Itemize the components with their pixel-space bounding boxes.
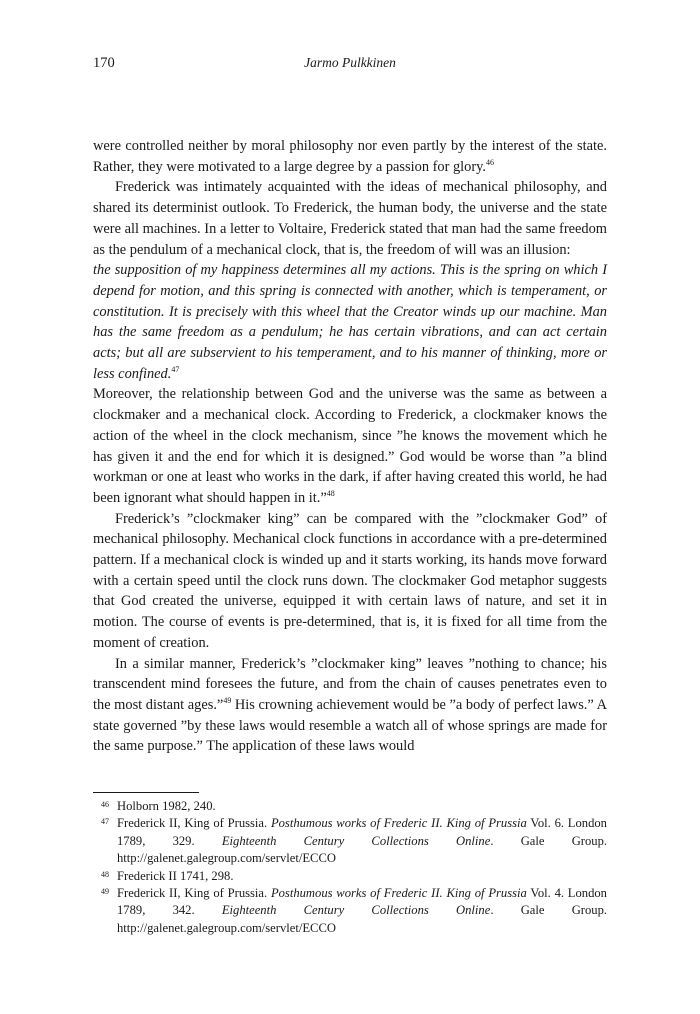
footnote-ref[interactable]: 46 — [486, 157, 495, 167]
page-number: 170 — [93, 55, 115, 71]
paragraph-text: Frederick’s ”clockmaker king” can be compared with the ”clockmaker God” of mechanical philosophy. Mechanical clock functions in accordance with a pre-determined pattern. If a mechanical clock is winded up and it starts working, its hands move forward with a certain speed until the clock runs down. The clockmaker God metaphor suggests that God created the universe, equipped it with certain laws of nature, and set it in motion. The course of events is pre-determined, that is, it is fixed for all time from the moment of creation. — [93, 510, 607, 651]
paragraph — [93, 654, 607, 758]
footnote-url[interactable]: . Gale Group. http://galenet.galegroup.com/servlet/ECCO — [117, 833, 608, 866]
footnote-text: Vol. 6. London 1789, 329. — [117, 816, 607, 848]
footnote-ref[interactable]: 47 — [171, 364, 180, 374]
footnote-ref[interactable]: 48 — [326, 488, 335, 498]
paragraph — [93, 136, 607, 177]
footnote — [93, 815, 607, 867]
paragraph-text: His crowning achievement would be ”a body of perfect laws.” A state governed ”by these laws would resemble a watch all of whose springs are made for the same purpose.” The application of these laws would — [93, 696, 607, 755]
footnote-text: Vol. 4. London 1789, 342. — [117, 886, 607, 918]
block-quote — [93, 260, 607, 384]
footnote — [93, 798, 607, 815]
paragraph-text: were controlled neither by moral philosophy nor even partly by the interest of the state. Rather, they were motivated to a large degree by a passion for glory. — [93, 138, 607, 175]
footnote-text: Frederick II, King of Prussia. — [117, 816, 271, 831]
paragraph — [93, 509, 607, 654]
paragraph-text: In a similar manner, Frederick’s ”clockmaker king” leaves ”nothing to chance; his transcendent mind foresees the future, and from the chain of causes penetrates even to the most distant ages.” — [93, 655, 607, 713]
footnote — [93, 868, 607, 885]
footnote-title: Posthumous works of Frederic II. King of Prussia — [270, 816, 527, 831]
paragraph — [93, 177, 607, 260]
running-head: Jarmo Pulkkinen — [304, 55, 396, 70]
page-header — [93, 55, 607, 73]
footnote-url[interactable]: . Gale Group. http://galenet.galegroup.com/servlet/ECCO — [117, 903, 608, 935]
paragraph — [93, 384, 607, 508]
paragraph-text: Moreover, the relationship between God and the universe was the same as between a clockmaker and a mechanical clock. According to Frederick, a clockmaker knows the action of the wheel in the clock mechanism, since ”he knows the movement which he has given it and the end for which it is designed.” God would be worse than ”a blind workman or one at least who works in the dark, if after having created this world, he had been ignorant what should happen in it.” — [93, 386, 607, 506]
footnote-source: Eighteenth Century Collections Online — [221, 833, 491, 848]
footnote-number: 47 — [101, 817, 109, 827]
footnote-source: Eighteenth Century Collections Online — [221, 903, 491, 918]
footnote-number: 48 — [101, 869, 109, 879]
footnote-divider — [93, 792, 199, 793]
footnote-number: 46 — [101, 800, 109, 809]
footnote-text: Frederick II, King of Prussia. — [117, 886, 271, 901]
quote-text: the supposition of my happiness determines all my actions. This is the spring on which I depend for motion, and this spring is connected with another, which is temperament, or constitution. It is precisely with this wheel that the Creator winds up our machine. Man has the same freedom as a pendulum; he has certain vibrations, and can act certain acts; but all are subservient to his temperament, and to his manner of thinking, more or less confined. — [93, 262, 607, 382]
footnote-text: Holborn 1982, 240. — [117, 799, 216, 813]
footnotes — [93, 798, 607, 937]
paragraph-text: Frederick was intimately acquainted with the ideas of mechanical philosophy, and shared its determinist outlook. To Frederick, the human body, the universe and the state were all machines. In a letter to Voltaire, Frederick stated that man had the same freedom as the pendulum of a mechanical clock, that is, the freedom of will was an illusion: — [93, 179, 607, 258]
footnote-title: Posthumous works of Frederic II. King of Prussia — [270, 886, 527, 901]
footnote-ref[interactable]: 49 — [223, 695, 232, 705]
footnote-text: Frederick II 1741, 298. — [117, 868, 234, 883]
footnote — [93, 885, 607, 937]
footnote-number: 49 — [101, 887, 109, 897]
body-text — [93, 136, 607, 757]
